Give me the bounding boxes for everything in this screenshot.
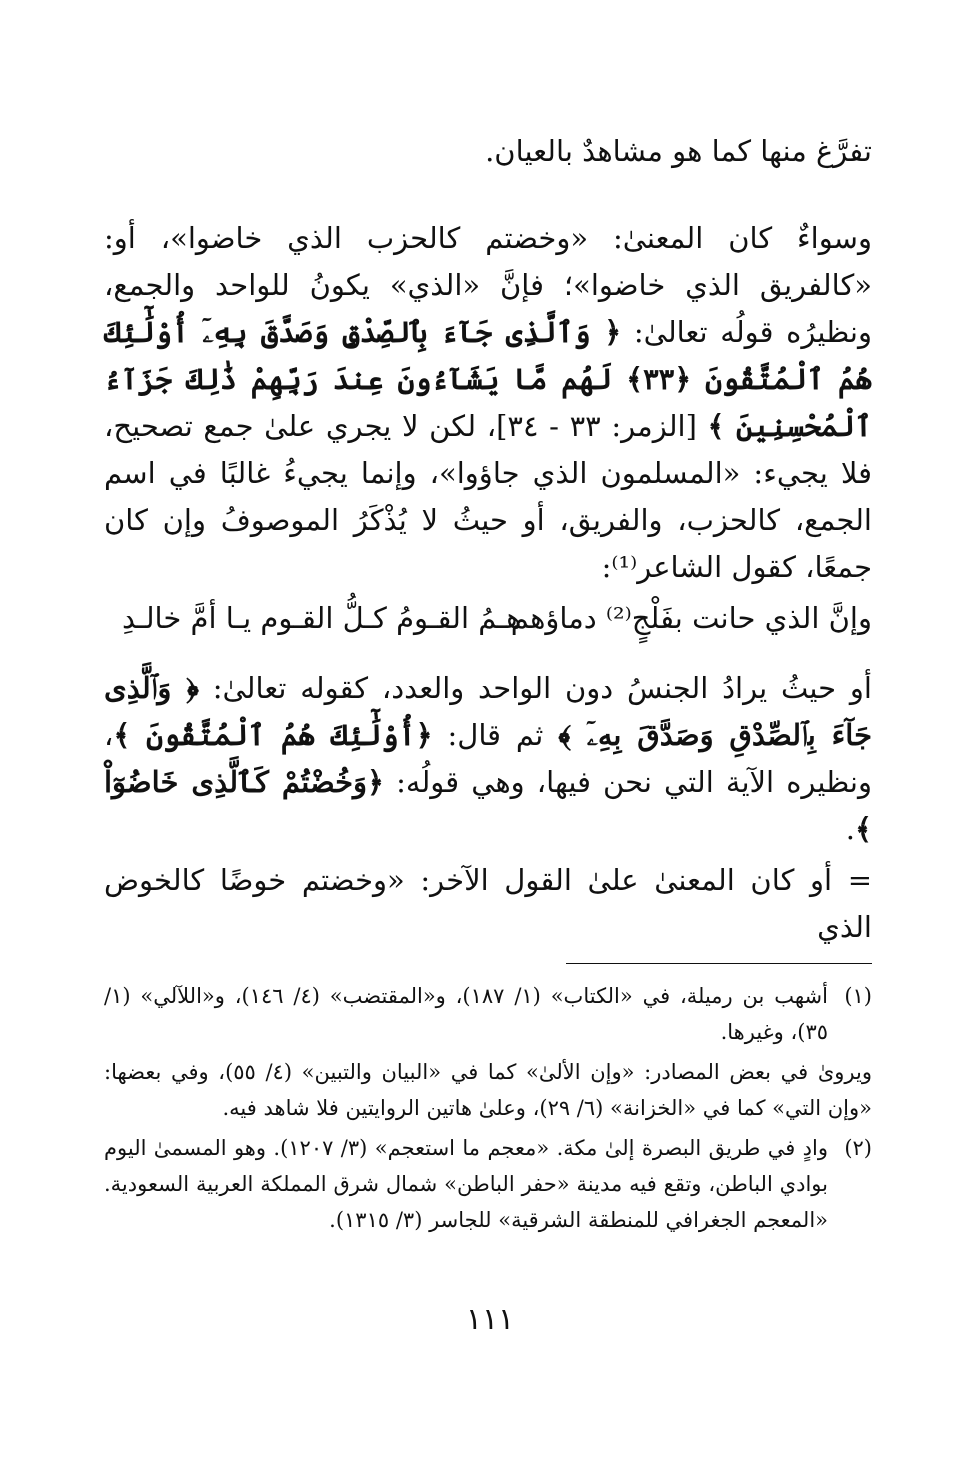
quran-quote-2: ﴿أُوْلَٰٓئِكَ هُمُ ٱلْمُتَّقُونَ ﴾ (113, 718, 433, 752)
paragraph-4 (104, 857, 872, 951)
paragraph-3-text-d: . (845, 812, 855, 846)
paragraph-2-text-b: [الزمر: ٣٣ - ٣٤]، لكن لا يجري علىٰ جمع تصحيح، فلا يجيء: «المسلمون الذي جاؤوا»، وإنما يجيءُ غالبًا في اسم الجمع، كالحزب، والفريق، أو حيثُ لا يُذْكَرُ الموصوفُ وإن كان جمعًا، كقول الشاعر⁽¹⁾: (104, 409, 872, 584)
paragraph-4-text: = أو كان المعنىٰ علىٰ القول الآخر: «وخضتم خوضًا كالخوض الذي (104, 863, 872, 944)
paragraph-2-text-a: وسواءٌ كان المعنىٰ: «وخضتم كالحزب الذي خاضوا»، أو: «كالفريق الذي خاضوا»؛ فإنَّ «الذي» يكونُ للواحد والجمع، ونظيرُه قولُه تعالىٰ: (104, 221, 872, 349)
footnote-2-number: (٢) (844, 1136, 872, 1160)
paragraph-3-text-c: ، ونظيره الآية التي نحن فيها، وهي قولُه: (104, 718, 873, 799)
footnote-2 (104, 1130, 872, 1238)
footnote-1-number: (١) (844, 984, 872, 1008)
footnote-1-text: أشهب بن رميلة، في «الكتاب» (١/ ١٨٧)، و«المقتضب» (٤/ ١٤٦)، و«اللآلي» (١/ ٣٥)، وغيرها. (104, 984, 828, 1044)
paragraph-1 (104, 128, 872, 175)
paragraph-3-text-a: أو حيثُ يرادُ الجنسُ دون الواحد والعدد، كقوله تعالىٰ: (198, 671, 872, 705)
paragraph-3-text-b: ثم قال: (432, 718, 559, 752)
footnote-1-continuation-text: ويروىٰ في بعض المصادر: «وإن الألىٰ» كما في «البيان والتبين» (٤/ ٥٥)، وفي بعضها: «وإن التي» كما في «الخزانة» (٦/ ٢٩)، وعلىٰ هاتين الروايتين فلا شاهد فيه. (104, 1060, 872, 1120)
paragraph-1-text: تفرَّغ منها كما هو مشاهدٌ بالعيان. (485, 134, 872, 168)
footnotes (104, 978, 872, 1242)
footnote-separator (566, 963, 872, 964)
footnote-1 (104, 978, 872, 1050)
quran-verse-zumar-33-34: ﴿ وَٱلَّذِى جَآءَ بِٱلصِّدْقِ وَصَدَّقَ بِهِۦٓ أُوْلَٰٓئِكَ هُمُ ٱلْمُتَّقُونَ ﴿٣٣﴾ لَهُم مَّا يَشَآءُونَ عِندَ رَبِّهِمْ ذَٰلِكَ جَزَآءُ ٱلْمُحْسِنِينَ ﴾ (104, 315, 872, 443)
paragraph-2 (104, 215, 872, 591)
verse-second-hemistich: هـمُ القـومُ كـلُّ القـوم يـا أمَّ خالـدِ (122, 601, 522, 635)
page-number: ١١١ (465, 1302, 515, 1337)
verse-first-hemistich: وإنَّ الذي حانت بفَلْجٍ⁽²⁾ دماؤهم (510, 601, 872, 635)
quran-quote-3: ﴿وَخُضْتُمْ كَٱلَّذِى خَاضُوٓاْ ﴾ (104, 765, 872, 846)
poetry-verse (104, 592, 872, 644)
paragraph-3 (104, 665, 872, 853)
footnote-1-continuation (104, 1054, 872, 1126)
quran-quote-1: ﴿ وَٱلَّذِى جَآءَ بِٱلصِّدْقِ وَصَدَّقَ بِهِۦٓ ﴾ (104, 671, 872, 752)
footnote-2-text: وادٍ في طريق البصرة إلىٰ مكة. «معجم ما استعجم» (٣/ ١٢٠٧). وهو المسمىٰ اليوم بوادي الباطن، وتقع فيه مدينة «حفر الباطن» شمال شرق المملكة العربية السعودية. «المعجم الجغرافي للمنطقة الشرقية» للجاسر (٣/ ١٣١٥). (104, 1136, 828, 1232)
